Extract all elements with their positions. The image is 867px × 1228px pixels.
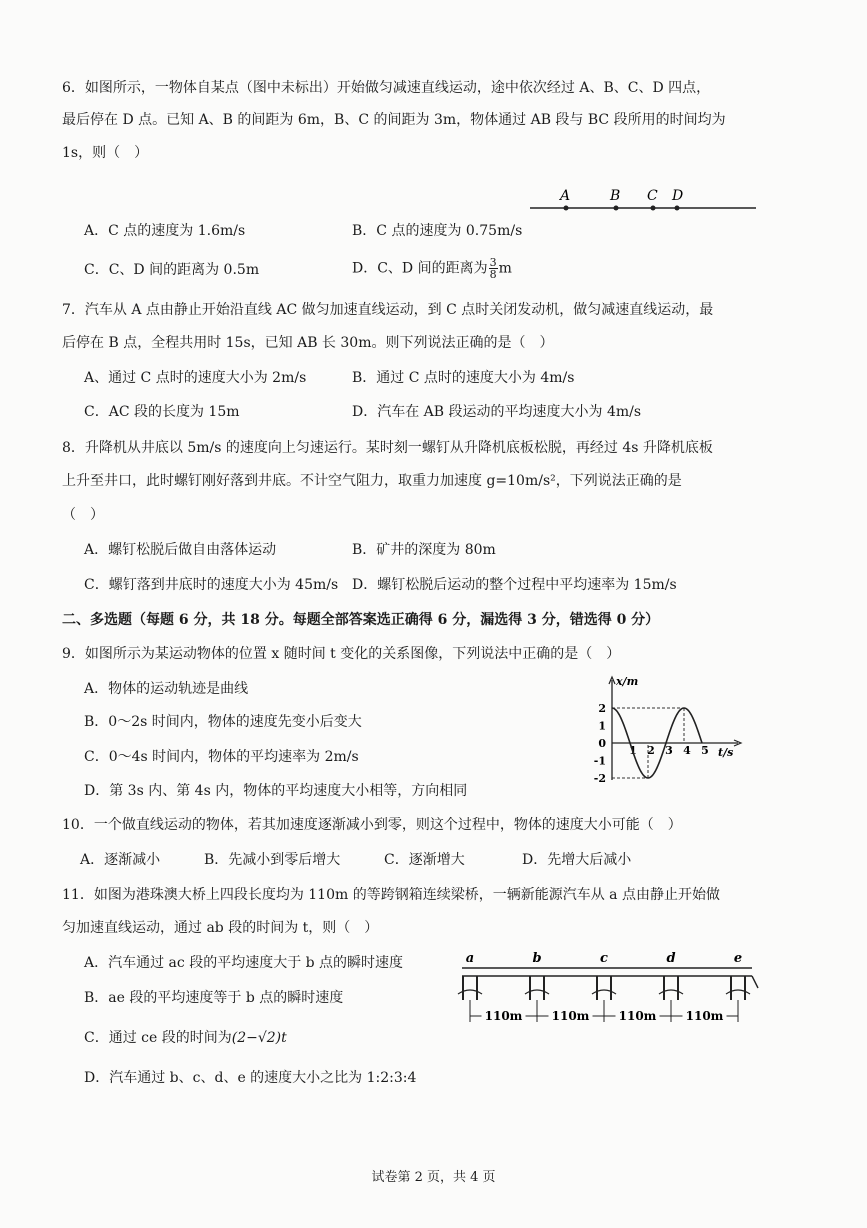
q6-line-2: 最后停在 D 点。已知 A、B 的间距为 6m，B、C 的间距为 3m，物体通过 AB 段与 BC 段所用的时间均为 [62, 112, 726, 128]
q6-option-d-prefix: D．C、D 间的距离为 [352, 260, 488, 277]
position-time-graph [588, 672, 758, 792]
deck-end [752, 976, 758, 988]
q6-option-d[interactable] [352, 257, 512, 280]
q6-option-a[interactable]: A．C 点的速度为 1.6m/s [84, 223, 246, 239]
point-label-b: B [610, 188, 621, 204]
q11-option-c[interactable] [84, 1028, 287, 1048]
q10-line-1: 10．一个做直线运动的物体，若其加速度逐渐减小到零，则这个过程中，物体的速度大小可能（ ） [62, 817, 682, 833]
page-footer: 试卷第 2 页，共 4 页 [371, 1170, 496, 1185]
x-tick-label: 2 [647, 744, 655, 757]
point-label-c: C [647, 188, 658, 204]
span-length-label: 110m [618, 1009, 657, 1023]
fraction [489, 257, 498, 280]
q7-line-2: 后停在 B 点，全程共用时 15s，已知 AB 长 30m。则下列说法正确的是（ ） [62, 335, 554, 351]
y-tick-label: 1 [598, 719, 606, 733]
q6-option-c[interactable]: C．C、D 间的距离为 0.5m [84, 262, 260, 278]
x-tick-label: 5 [701, 744, 709, 757]
y-tick-label: -2 [593, 772, 606, 785]
q7-option-d[interactable]: D．汽车在 AB 段运动的平均速度大小为 4m/s [352, 404, 642, 420]
pier-cap [659, 990, 683, 994]
pier-cap [525, 990, 549, 994]
bridge-point-label: e [733, 951, 743, 966]
q11-line-1: 11．如图为港珠澳大桥上四段长度均为 110m 的等跨钢箱连续梁桥，一辆新能源汽车从 a 点由静止开始做 [62, 887, 720, 903]
q8-line-2: 上升至井口，此时螺钉刚好落到井底。不计空气阻力，取重力加速度 g=10m/s²，下列说法正确的是 [62, 473, 682, 489]
y-tick-label: -1 [593, 754, 606, 768]
q8-option-a[interactable]: A．螺钉松脱后做自由落体运动 [84, 542, 277, 558]
q11-option-b[interactable]: B．ae 段的平均速度等于 b 点的瞬时速度 [84, 990, 344, 1006]
q8-line-1: 8．升降机从井底以 5m/s 的速度向上匀速运行。某时刻一螺钉从升降机底板松脱，再经过 4s 升降机底板 [62, 440, 713, 456]
point-label-a: A [560, 188, 571, 204]
q11-option-d[interactable]: D．汽车通过 b、c、d、e 的速度大小之比为 1:2:3:4 [84, 1070, 417, 1086]
x-tick-label: 4 [683, 744, 691, 757]
q7-line-1: 7．汽车从 A 点由静止开始沿直线 AC 做匀加速直线运动，到 C 点时关闭发动机，做匀减速直线运动，最 [62, 302, 714, 318]
q9-option-b[interactable]: B．0～2s 时间内，物体的速度先变小后变大 [84, 714, 362, 730]
q11-line-2: 匀加速直线运动，通过 ab 段的时间为 t，则（ ） [62, 920, 379, 936]
q10-option-d[interactable]: D．先增大后减小 [522, 852, 632, 868]
q10-option-b[interactable]: B．先减小到零后增大 [204, 852, 341, 868]
q9-option-d[interactable]: D．第 3s 内、第 4s 内，物体的平均速度大小相等，方向相同 [84, 783, 468, 799]
y-tick-label: 2 [598, 702, 606, 715]
q9-option-a[interactable]: A．物体的运动轨迹是曲线 [84, 681, 249, 697]
q9-line-1: 9．如图所示为某运动物体的位置 x 随时间 t 变化的关系图像，下列说法中正确的是（ ） [62, 646, 621, 662]
fraction-denominator: 8 [489, 268, 497, 281]
x-tick-label: 1 [629, 744, 637, 757]
q6-line-1: 6．如图所示，一物体自某点（图中未标出）开始做匀减速直线运动，途中依次经过 A、B、C、D 四点， [62, 80, 711, 96]
y-axis-label: x/m [616, 675, 639, 688]
q8-line-3: （ ） [62, 507, 104, 523]
bridge-diagram [452, 950, 762, 1030]
bridge-point-label: a [465, 951, 475, 966]
pier-cap [458, 990, 482, 994]
q6-abcd-figure [528, 184, 758, 224]
q7-option-a[interactable]: A、通过 C 点时的速度大小为 2m/s [84, 370, 307, 386]
q6-option-d-unit: m [498, 260, 512, 277]
point-label-d: D [672, 188, 684, 204]
span-length-label: 110m [551, 1009, 590, 1023]
q11-option-c-expression: (2−√2)t [231, 1030, 287, 1046]
fraction-numerator: 3 [489, 256, 497, 269]
q9-option-c[interactable]: C．0～4s 时间内，物体的平均速率为 2m/s [84, 749, 359, 765]
q6-option-b[interactable]: B．C 点的速度为 0.75m/s [352, 223, 523, 239]
q10-option-a[interactable]: A．逐渐减小 [80, 852, 161, 868]
q11-option-a[interactable]: A．汽车通过 ac 段的平均速度大于 b 点的瞬时速度 [84, 955, 404, 971]
q8-option-d[interactable]: D．螺钉松脱后运动的整个过程中平均速率为 15m/s [352, 577, 677, 593]
pier-cap [592, 990, 616, 994]
bridge-point-label: c [600, 951, 608, 966]
span-length-label: 110m [484, 1009, 523, 1023]
q8-option-b[interactable]: B．矿井的深度为 80m [352, 542, 496, 558]
bridge-point-label: b [532, 951, 542, 966]
pier-cap [726, 990, 750, 994]
q8-option-c[interactable]: C．螺钉落到井底时的速度大小为 45m/s [84, 577, 339, 593]
q10-option-c[interactable]: C．逐渐增大 [384, 852, 465, 868]
x-axis-label: t/s [718, 746, 734, 759]
q6-line-3: 1s，则（ ） [62, 145, 149, 161]
section-heading-multiple-choice: 二、多选题（每题 6 分，共 18 分。每题全部答案选正确得 6 分，漏选得 3 分，错选得 0 分） [62, 612, 660, 628]
y-tick-label: 0 [598, 737, 606, 750]
span-length-label: 110m [685, 1009, 724, 1023]
q7-option-b[interactable]: B．通过 C 点时的速度大小为 4m/s [352, 370, 575, 386]
bridge-point-label: d [666, 951, 676, 966]
q11-option-c-prefix: C．通过 ce 段的时间为 [84, 1030, 232, 1046]
x-tick-label: 3 [665, 744, 673, 757]
q7-option-c[interactable]: C．AC 段的长度为 15m [84, 404, 240, 420]
